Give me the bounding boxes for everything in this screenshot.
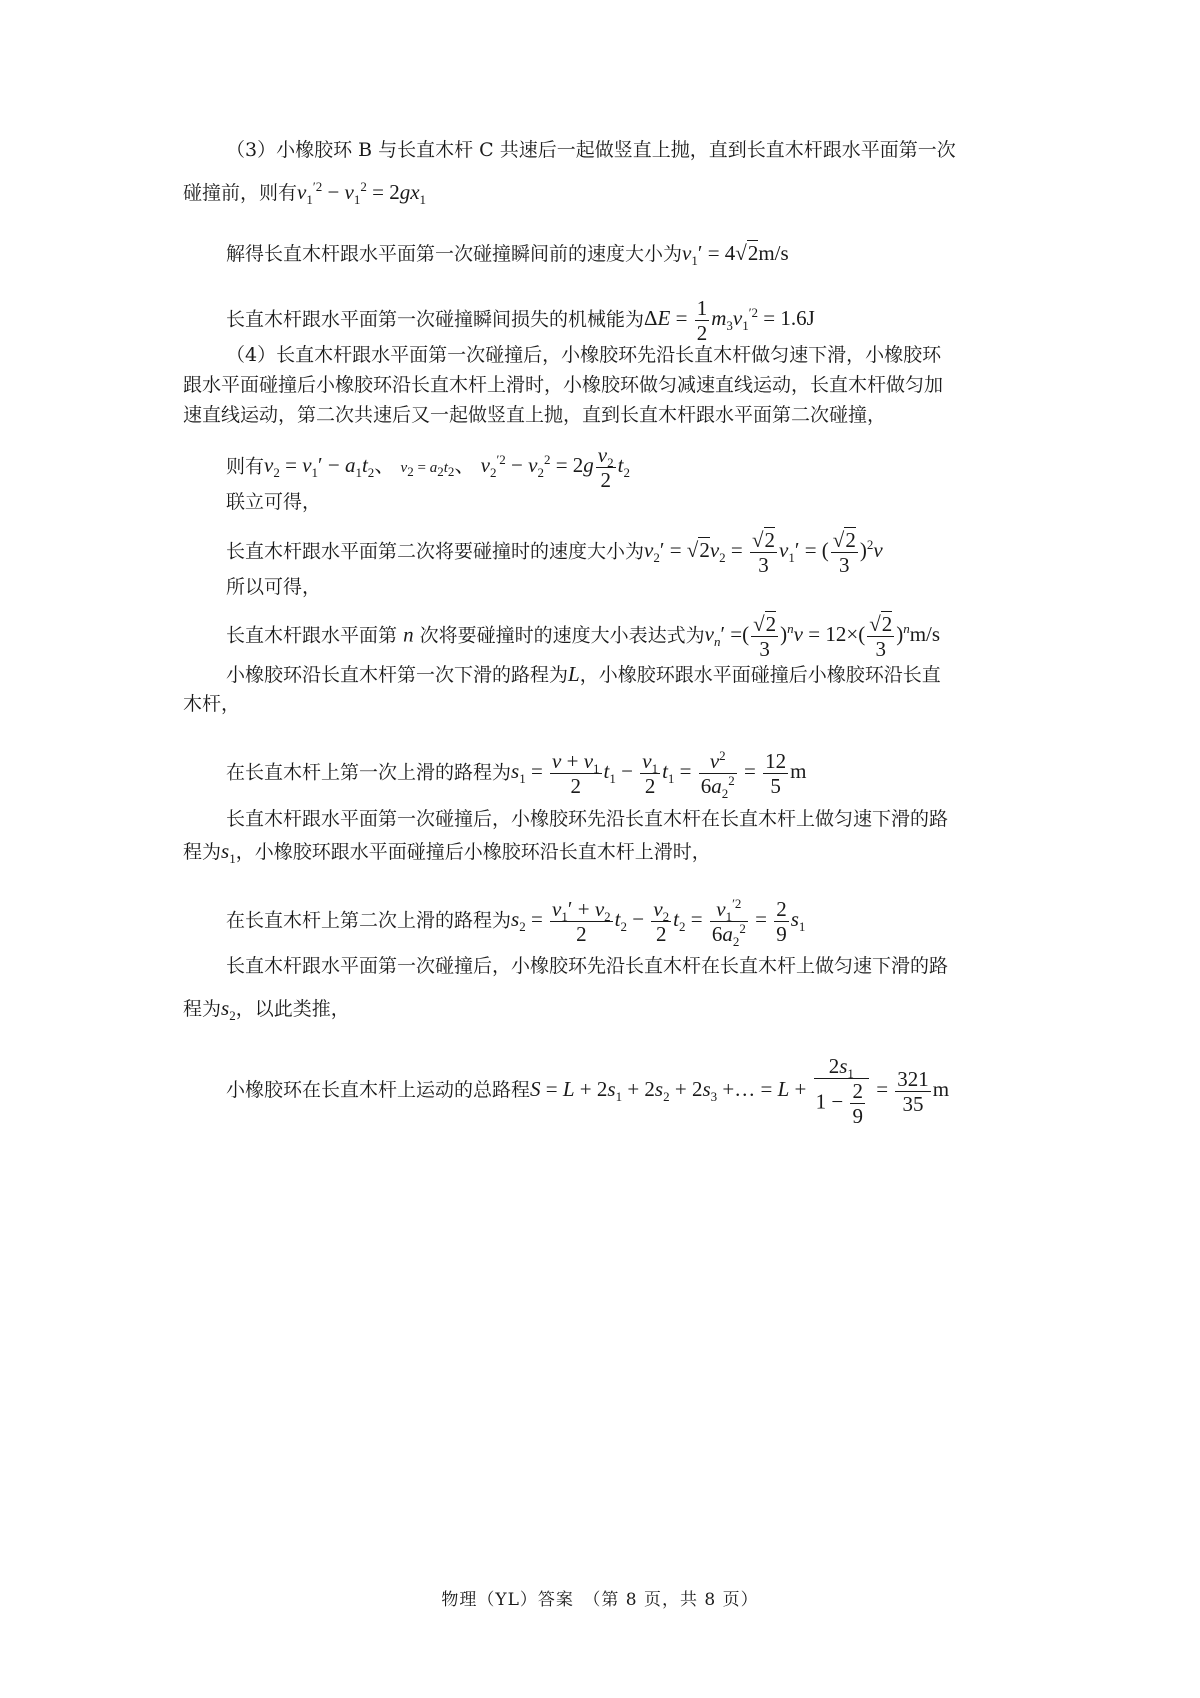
para-s1-line2: 程为$s_1$，小橡胶环跟水平面碰撞后小橡胶环沿长直木杆上滑时， — [183, 839, 711, 867]
equation-set: $v_2 = v_1' - a_1t_2$、 $v_2 = a_2t_2$、 $v_2^{'2} - v_2^2 = 2g$ $\frac{v_2}{2}$ $t_2$ — [264, 443, 630, 492]
second-velocity-line: 长直木杆跟水平面第二次将要碰撞时的速度大小为$v_2' = √2v_2$ = $\frac{√2}{3}$ $v_1'$ = ( $\frac{√2}{3}$ )$^2$v — [226, 528, 883, 577]
para-4-line3: 速直线运动，第二次共速后又一起做竖直上抛，直到长直木杆跟水平面第二次碰撞， — [183, 404, 887, 426]
equation-total-path: $S = L + 2s_1 + 2s_2 + 2s_3$ +… = L + $2s_1$ 1 − $\frac{2}{9}$ = $\frac{321}{35}$ m — [530, 1054, 950, 1128]
para-s1-line1: 长直木杆跟水平面第一次碰撞后，小橡胶环先沿长直木杆在长直木杆上做匀速下滑的路 — [226, 808, 949, 830]
para-3-line1: （3）小橡胶环 B 与长直木杆 C 共速后一起做竖直上抛，直到长直木杆跟水平面第一次 — [226, 139, 956, 161]
energy-loss-line: 长直木杆跟水平面第一次碰撞瞬间损失的机械能为ΔE = $\frac{1}{2}$ $m_3v_1^{'2} = 1.6J$ — [226, 296, 815, 345]
equation-nth-velocity: $v_n'$ =( $\frac{√2}{3}$ )$^n$v = 12×( $\frac{√2}{3}$ )$^n$m/s — [704, 612, 941, 661]
para-4-line1: （4）长直木杆跟水平面第一次碰撞后，小橡胶环先沿长直木杆做匀速下滑，小橡胶环 — [226, 344, 942, 366]
first-up-slide-line: 在长直木杆上第一次上滑的路程为$s_1$ = $\frac{v + v_1}{2}$ $t_1$ − $\frac{v_1}{2}$ $t_1$ = $\frac{v^2}{6a_2^2}$ = $\frac{12}{5}$ m — [226, 748, 807, 802]
equation-s1: $s_1$ = $\frac{v + v_1}{2}$ $t_1$ − $\frac{v_1}{2}$ $t_1$ = $\frac{v^2}{6a_2^2}$ = $\frac{12}{5}$ m — [511, 748, 807, 802]
slide-path-line2: 木杆， — [183, 693, 241, 715]
total-path-line: 小橡胶环在长直木杆上运动的总路程$S = L + 2s_1 + 2s_2 + 2s_3$ +… = L + $2s_1$ 1 − $\frac{2}{9}$ = $\frac{321}{35}$ m — [226, 1054, 950, 1128]
equations-line: 则有$v_2 = v_1' - a_1t_2$、 $v_2 = a_2t_2$、 $v_2^{'2} - v_2^2 = 2g$ $\frac{v_2}{2}$ $t_2$ — [226, 443, 630, 492]
nth-velocity-line: 长直木杆跟水平面第 n 次将要碰撞时的速度大小表达式为$v_n'$ =( $\frac{√2}{3}$ )$^n$v = 12×( $\frac{√2}{3}$ )$^n$m/s — [226, 612, 941, 661]
para-3-line2: 碰撞前，则有$v_1^{'2} - v_1^2 = 2gx_1$ — [183, 179, 427, 208]
second-up-slide-line: 在长直木杆上第二次上滑的路程为$s_2$ = $\frac{v_1' + v_2}{2}$ $t_2$ − $\frac{v_2}{2}$ $t_2$ = $\frac{v_1^{'2}}{6a_2^2}$ = $\frac{2}{9}$ $s_1$ — [226, 896, 806, 950]
para-s2-line1: 长直木杆跟水平面第一次碰撞后，小橡胶环先沿长直木杆在长直木杆上做匀速下滑的路 — [226, 955, 949, 977]
combine-text: 联立可得， — [226, 491, 322, 513]
equation-energy: ΔE = $\frac{1}{2}$ $m_3v_1^{'2} = 1.6J$ — [644, 296, 815, 345]
equation-second-velocity: $v_2' = √2v_2$ = $\frac{√2}{3}$ $v_1'$ = ( $\frac{√2}{3}$ )$^2$v — [644, 528, 883, 577]
page-footer: 物理（YL）答案 （第 8 页，共 8 页） — [441, 1590, 759, 1610]
solution-velocity-line: 解得长直木杆跟水平面第一次碰撞瞬间前的速度大小为$v_1' = 4√2m/s$ — [226, 241, 789, 269]
para-s2-line2: 程为$s_2$，以此类推， — [183, 996, 350, 1024]
fraction-half: $\frac{1}{2}$ — [696, 296, 708, 345]
equation-kinematics-1: $v_1^{'2} - v_1^2 = 2gx_1$ — [297, 179, 427, 208]
equation-s2: $s_2$ = $\frac{v_1' + v_2}{2}$ $t_2$ − $\frac{v_2}{2}$ $t_2$ = $\frac{v_1^{'2}}{6a_2^2}$ = $\frac{2}{9}$ $s_1$ — [511, 896, 806, 950]
para-4-line2: 跟水平面碰撞后小橡胶环沿长直木杆上滑时，小橡胶环做匀减速直线运动，长直木杆做匀加 — [183, 374, 944, 396]
equation-velocity: $v_1' = 4√2m/s$ — [682, 241, 789, 269]
therefore-text: 所以可得， — [226, 576, 322, 598]
slide-path-line1: 小橡胶环沿长直木杆第一次下滑的路程为L，小橡胶环跟水平面碰撞后小橡胶环沿长直 — [226, 662, 941, 686]
